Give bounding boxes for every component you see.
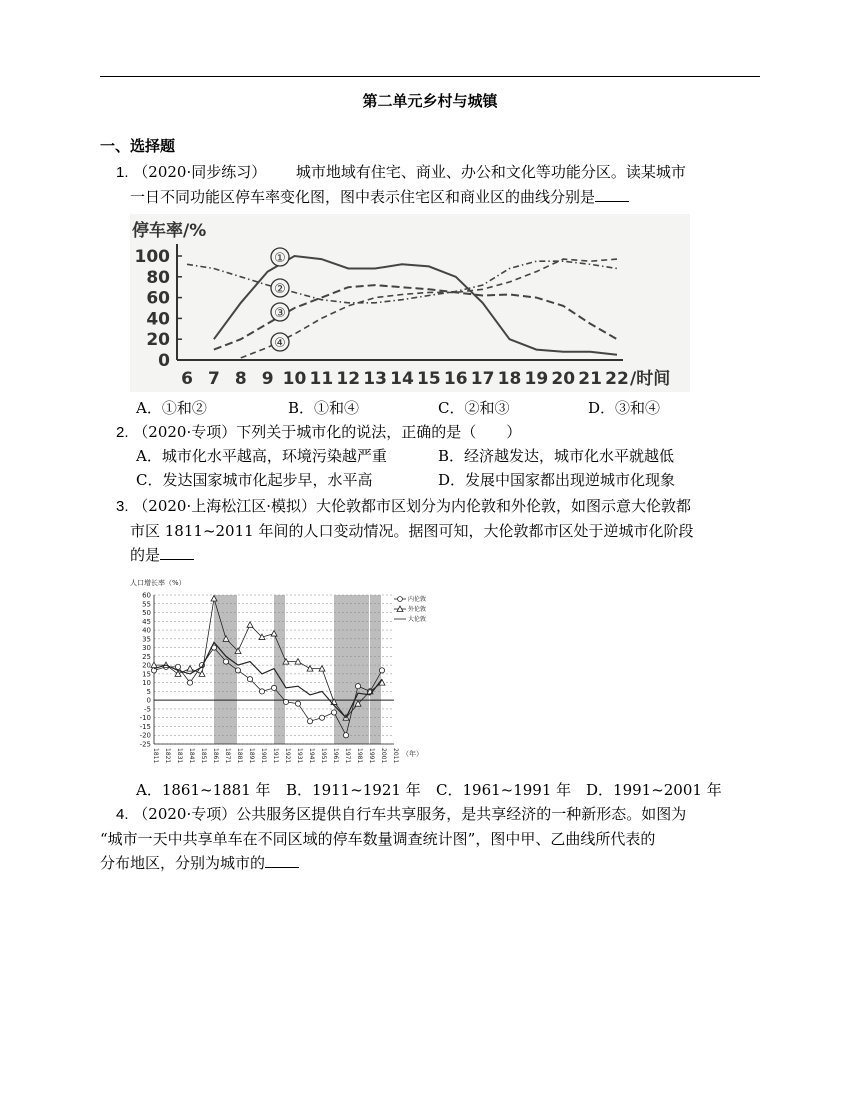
question-text: 城市地域有住宅、商业、办公和文化等功能分区。读某城市 [295, 163, 686, 181]
data-point [187, 680, 192, 685]
shaded-period [214, 595, 237, 744]
series-line [241, 259, 617, 358]
data-point [331, 710, 336, 715]
london-population-chart-svg [126, 575, 436, 765]
y-axis-label: 人口增长率（%） [130, 579, 186, 587]
option-b[interactable]: B．1911~1921 年 [286, 781, 421, 799]
series-label: ① [274, 251, 286, 266]
x-tick-label: 1831 [176, 748, 183, 764]
question-text: 的是 [130, 546, 161, 564]
option-d[interactable]: D．③和④ [588, 399, 661, 417]
x-tick-label: 1821 [164, 748, 171, 764]
x-tick-label: 17 [470, 369, 495, 389]
series-line [187, 261, 617, 303]
y-tick-label: 30 [142, 644, 151, 653]
data-point [379, 668, 384, 673]
option-c[interactable]: C．1961~1991 年 [436, 781, 572, 799]
answer-blank[interactable] [160, 545, 194, 560]
x-tick-label: 1971 [344, 748, 351, 764]
x-tick-label: 21 [578, 369, 602, 389]
question-text: “城市一天中共享单车在不同区域的停车数量调查统计图”，图中甲、乙曲线所代表的 [100, 830, 656, 848]
x-tick-label: 13 [363, 369, 387, 389]
data-point [247, 677, 252, 682]
question-text: 市区 1811~2011 年间的人口变动情况。据图可知，大伦敦都市区处于逆城市化阶段 [130, 522, 694, 540]
y-tick-label: 15 [142, 670, 151, 679]
y-tick-label: -10 [139, 714, 151, 723]
x-tick-label: 14 [390, 369, 414, 389]
x-tick-label: 19 [524, 369, 549, 389]
y-tick-label: -20 [139, 731, 151, 740]
x-tick-label: 1921 [284, 748, 291, 764]
option-b[interactable]: B．①和④ [288, 399, 360, 417]
x-tick-label: 22 [605, 369, 629, 389]
data-point [235, 668, 240, 673]
question-1 [116, 160, 762, 209]
x-tick-label: 1931 [296, 748, 303, 764]
y-tick-label: 45 [142, 617, 151, 626]
data-point [283, 699, 288, 704]
page-title: 第二单元乡村与城镇 [362, 92, 498, 110]
legend-label: 大伦敦 [408, 616, 427, 623]
x-tick-label: 1881 [236, 748, 243, 764]
x-tick-label: 16 [443, 369, 468, 389]
x-tick-label: 10 [282, 369, 307, 389]
series-label: ④ [274, 336, 286, 351]
y-tick-label: 20 [142, 661, 151, 670]
x-tick-label: 11 [309, 369, 334, 389]
legend-marker [398, 597, 403, 602]
x-tick-label: 6 [181, 369, 193, 389]
legend-label: 内伦敦 [408, 596, 427, 603]
option-d[interactable]: D．发展中国家都出现逆城市化现象 [438, 471, 676, 489]
x-tick-label: 1961 [332, 748, 339, 764]
y-tick-label: 50 [142, 609, 151, 618]
option-c[interactable]: C．发达国家城市化起步早，水平高 [136, 471, 373, 489]
y-tick-label: 10 [142, 679, 151, 688]
x-tick-label: 7 [207, 369, 220, 389]
x-tick-label: 1981 [356, 748, 363, 764]
x-tick-label: 2001 [380, 748, 387, 764]
parking-rate-chart [130, 214, 690, 392]
top-rule [100, 76, 760, 77]
option-c[interactable]: C．②和③ [438, 399, 510, 417]
option-b[interactable]: B．经济越发达，城市化水平就越低 [438, 447, 675, 465]
x-tick-label: 1911 [272, 748, 279, 764]
data-point [175, 664, 180, 669]
y-tick-label: 35 [142, 635, 151, 644]
question-3 [116, 494, 762, 567]
question-text: 一日不同功能区停车率变化图，图中表示住宅区和商业区的曲线分别是 [130, 188, 596, 206]
parking-rate-chart-svg [130, 214, 690, 392]
option-a[interactable]: A．城市化水平越高，环境污染越严重 [136, 447, 387, 465]
data-point [319, 715, 324, 720]
question-text: （2020·专项）下列关于城市化的说法，正确的是（ ） [133, 423, 522, 441]
data-point [175, 671, 181, 677]
x-axis-label: /时间 [630, 369, 671, 389]
y-axis-label: 停车率/% [132, 221, 207, 241]
y-tick-label: 0 [146, 696, 151, 705]
legend-label: 外伦敦 [408, 606, 427, 613]
shaded-period [274, 595, 285, 744]
london-population-chart [126, 575, 436, 765]
x-tick-label: 1901 [260, 748, 267, 764]
x-tick-label: 1891 [248, 748, 255, 764]
y-tick-label: 80 [146, 267, 170, 288]
y-tick-label: 20 [146, 330, 170, 351]
y-tick-label: -25 [139, 740, 151, 749]
y-tick-label: 60 [142, 591, 151, 600]
y-tick-label: 0 [158, 351, 170, 371]
x-tick-label: 9 [261, 369, 274, 389]
question-number: 1. [116, 164, 129, 181]
option-d[interactable]: D．1991~2001 年 [586, 781, 722, 799]
x-tick-label: 1841 [188, 748, 195, 764]
x-tick-label: 15 [417, 369, 441, 389]
question-text: （2020·上海松江区·模拟）大伦敦都市区划分为内伦敦和外伦敦，如图示意大伦敦都 [133, 497, 692, 515]
data-point [271, 685, 276, 690]
answer-blank[interactable] [595, 187, 629, 202]
question-4 [100, 802, 762, 875]
series-label: ③ [274, 306, 286, 321]
y-tick-label: 40 [146, 309, 170, 330]
data-point [295, 701, 300, 706]
x-tick-label: 1951 [320, 748, 327, 764]
data-point [247, 622, 253, 628]
data-point [343, 733, 348, 738]
y-tick-label: -5 [144, 705, 151, 714]
x-tick-label: 18 [497, 369, 522, 389]
y-tick-label: 5 [146, 687, 151, 696]
question-number: 4. [116, 806, 129, 823]
data-point [259, 689, 264, 694]
x-tick-label: 2011 [392, 748, 399, 764]
y-tick-label: 55 [142, 600, 151, 609]
y-tick-label: 40 [142, 626, 151, 635]
x-tick-label: 1851 [200, 748, 207, 764]
question-number: 3. [116, 498, 129, 515]
x-tick-label: 8 [234, 369, 247, 389]
series-label: ② [274, 282, 286, 297]
option-a[interactable]: A．①和② [136, 399, 207, 417]
data-point [223, 659, 228, 664]
x-axis-label: （年） [402, 750, 423, 758]
section-heading: 一、选择题 [100, 137, 176, 155]
data-point [307, 719, 312, 724]
y-tick-label: -15 [139, 722, 151, 731]
question-text: （2020·专项）公共服务区提供自行车共享服务，是共享经济的一种新形态。如图为 [133, 805, 687, 823]
question-text: 分布地区，分别为城市的 [100, 854, 266, 872]
data-point [355, 684, 360, 689]
option-a[interactable]: A．1861~1881 年 [136, 781, 271, 799]
x-tick-label: 1941 [308, 748, 315, 764]
x-tick-label: 1811 [152, 748, 159, 764]
y-tick-label: 60 [146, 288, 170, 309]
y-tick-label: 100 [134, 247, 170, 267]
data-point [199, 671, 205, 677]
data-point [187, 666, 193, 672]
x-tick-label: 20 [551, 369, 576, 389]
question-2 [116, 420, 762, 445]
answer-blank[interactable] [265, 853, 299, 868]
y-tick-label: 25 [142, 652, 151, 661]
x-tick-label: 1991 [368, 748, 375, 764]
question-source: （2020·同步练习） [133, 163, 267, 181]
x-tick-label: 12 [336, 369, 361, 389]
x-tick-label: 1871 [224, 748, 231, 764]
question-number: 2. [116, 424, 129, 441]
x-tick-label: 1861 [212, 748, 219, 764]
